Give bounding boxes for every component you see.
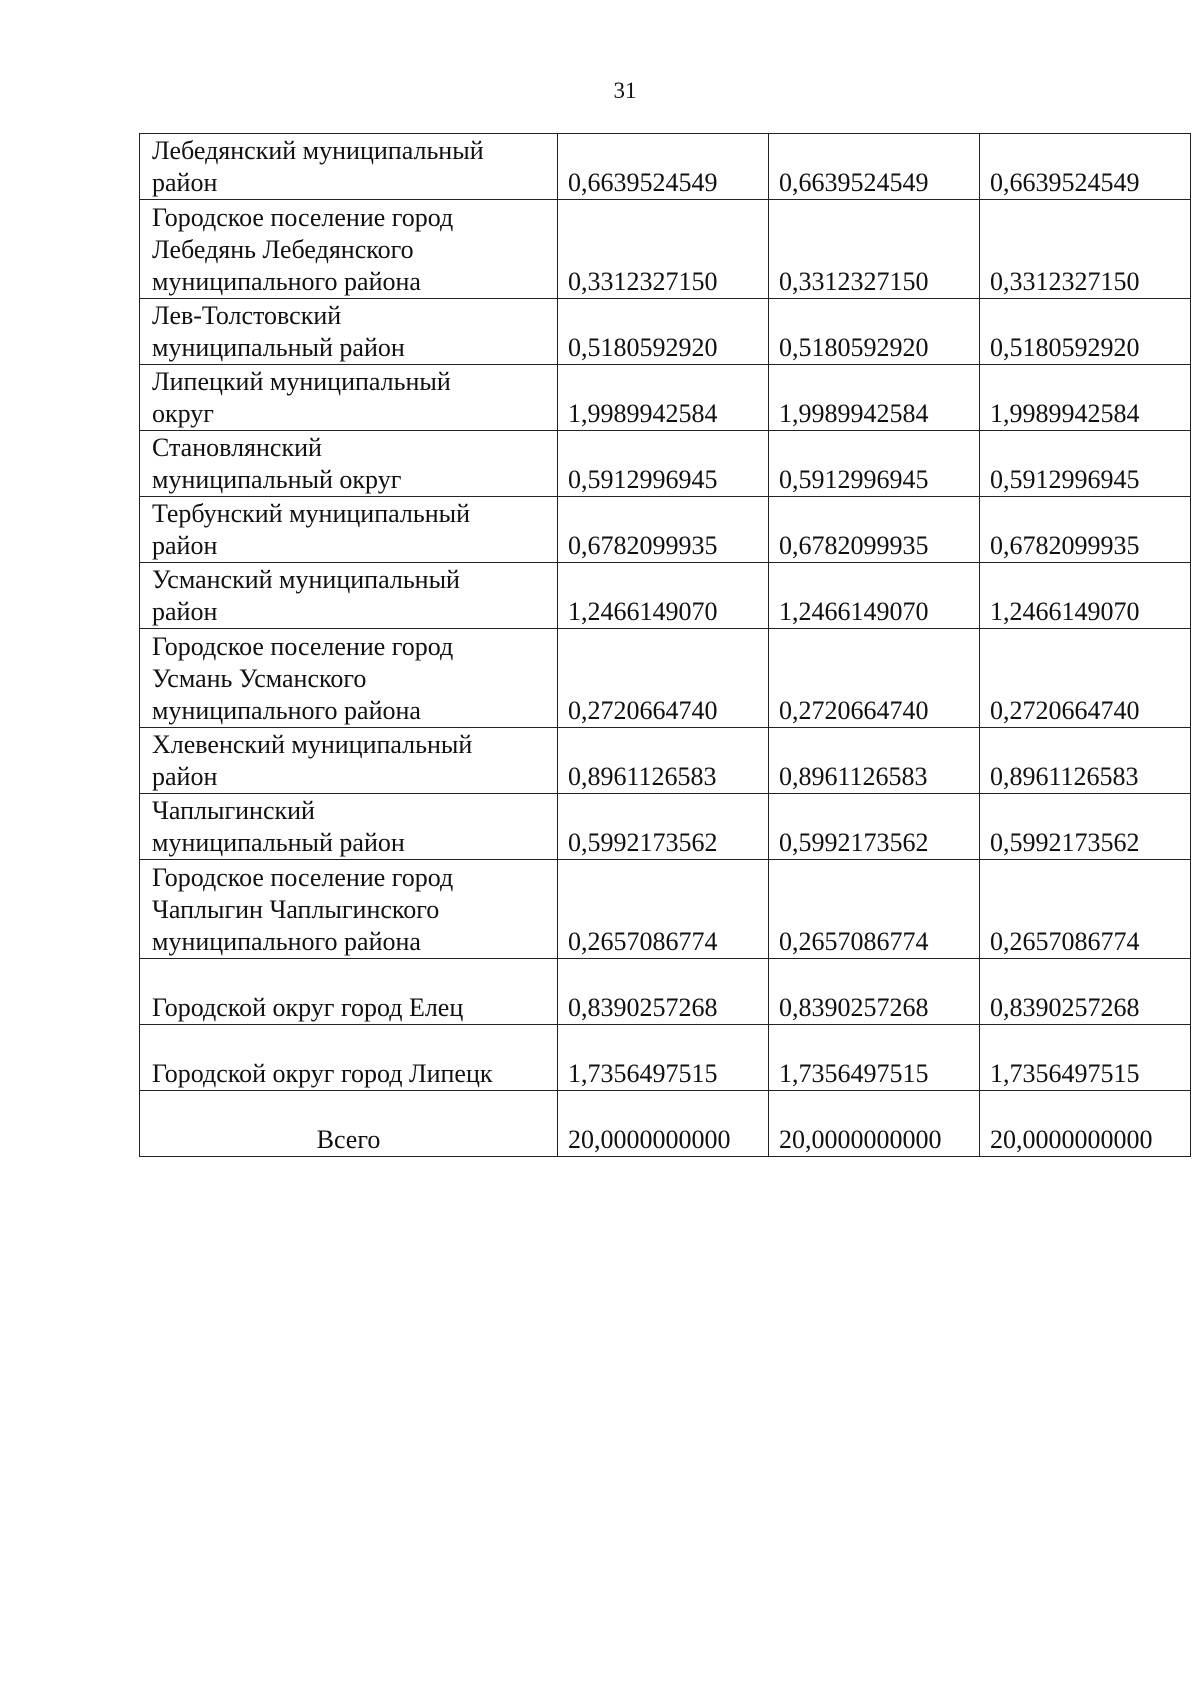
municipality-name-line: Чаплыгинский [152, 796, 315, 825]
value-cell: 0,2720664740 [980, 629, 1191, 728]
municipality-name-line: Лев-Толстовский [152, 301, 342, 330]
municipality-name-line: Усмань Усманского [152, 664, 367, 693]
municipality-name-line: Усманский муниципальный [152, 565, 460, 594]
municipality-name-line: район [152, 597, 218, 626]
table-row [140, 563, 1191, 629]
municipality-name-line: муниципальный район [152, 828, 405, 857]
value-cell: 1,9989942584 [980, 365, 1191, 431]
municipality-name-cell [140, 365, 558, 431]
table-row [140, 629, 1191, 728]
municipality-name-line: Городское поселение город [152, 632, 454, 661]
value-cell: 0,5180592920 [769, 299, 980, 365]
table-row [140, 728, 1191, 794]
value-cell: 0,3312327150 [980, 200, 1191, 299]
municipality-name-line: район [152, 531, 218, 560]
total-value-cell: 20,0000000000 [980, 1091, 1191, 1157]
municipality-name-line: Лебедянь Лебедянского [152, 235, 414, 264]
value-cell: 0,5912996945 [980, 431, 1191, 497]
municipality-name-cell [140, 497, 558, 563]
allocation-table [139, 133, 1191, 1157]
municipality-name-cell [140, 959, 558, 1025]
municipality-name-cell [140, 860, 558, 959]
municipality-name-cell [140, 134, 558, 200]
value-cell: 0,6782099935 [980, 497, 1191, 563]
table-body [140, 134, 1191, 1157]
value-cell: 1,7356497515 [980, 1025, 1191, 1091]
municipality-name-line: округ [152, 399, 214, 428]
value-cell: 0,5992173562 [769, 794, 980, 860]
municipality-name-cell [140, 629, 558, 728]
table-row [140, 497, 1191, 563]
value-cell: 0,5912996945 [769, 431, 980, 497]
table-row [140, 1025, 1191, 1091]
municipality-name-line: муниципальный округ [152, 465, 402, 494]
total-label: Всего [140, 1091, 558, 1157]
municipality-name-line: муниципального района [152, 696, 421, 725]
total-value-cell: 20,0000000000 [769, 1091, 980, 1157]
municipality-name-line: Городское поселение город [152, 203, 454, 232]
value-cell: 0,6782099935 [769, 497, 980, 563]
table-row [140, 794, 1191, 860]
value-cell: 0,6782099935 [558, 497, 769, 563]
value-cell: 1,7356497515 [558, 1025, 769, 1091]
table-row [140, 200, 1191, 299]
value-cell: 0,8961126583 [769, 728, 980, 794]
value-cell: 0,5180592920 [980, 299, 1191, 365]
table-row [140, 299, 1191, 365]
value-cell: 0,3312327150 [769, 200, 980, 299]
value-cell: 1,2466149070 [980, 563, 1191, 629]
value-cell: 0,8390257268 [980, 959, 1191, 1025]
municipality-name-cell [140, 431, 558, 497]
municipality-name-line: муниципального района [152, 267, 421, 296]
municipality-name-cell [140, 299, 558, 365]
value-cell: 0,2657086774 [980, 860, 1191, 959]
table-row [140, 365, 1191, 431]
value-cell: 0,8390257268 [769, 959, 980, 1025]
value-cell: 0,5180592920 [558, 299, 769, 365]
value-cell: 0,2720664740 [769, 629, 980, 728]
value-cell: 1,2466149070 [769, 563, 980, 629]
municipality-name-cell [140, 563, 558, 629]
value-cell: 1,9989942584 [769, 365, 980, 431]
value-cell: 0,6639524549 [558, 134, 769, 200]
municipality-name-line: Городской округ город Елец [152, 993, 464, 1022]
value-cell: 0,3312327150 [558, 200, 769, 299]
total-row [140, 1091, 1191, 1157]
municipality-name-cell [140, 1025, 558, 1091]
table-row [140, 431, 1191, 497]
municipality-name-line: Тербунский муниципальный [152, 499, 471, 528]
table-row [140, 134, 1191, 200]
value-cell: 0,2720664740 [558, 629, 769, 728]
municipality-name-cell [140, 794, 558, 860]
municipality-name-cell [140, 728, 558, 794]
value-cell: 0,6639524549 [769, 134, 980, 200]
municipality-name-line: Городское поселение город [152, 863, 454, 892]
municipality-name-line: Городской округ город Липецк [152, 1059, 493, 1088]
municipality-name-line: район [152, 168, 218, 197]
municipality-name-line: Лебедянский муниципальный [152, 136, 484, 165]
value-cell: 0,5992173562 [558, 794, 769, 860]
table-row [140, 959, 1191, 1025]
value-cell: 0,2657086774 [769, 860, 980, 959]
municipality-name-line: Хлевенский муниципальный [152, 730, 473, 759]
value-cell: 1,7356497515 [769, 1025, 980, 1091]
value-cell: 0,6639524549 [980, 134, 1191, 200]
value-cell: 0,8961126583 [980, 728, 1191, 794]
value-cell: 0,5992173562 [980, 794, 1191, 860]
municipality-name-cell [140, 200, 558, 299]
value-cell: 0,5912996945 [558, 431, 769, 497]
municipality-name-line: Чаплыгин Чаплыгинского [152, 895, 440, 924]
total-value-cell: 20,0000000000 [558, 1091, 769, 1157]
table-row [140, 860, 1191, 959]
value-cell: 0,2657086774 [558, 860, 769, 959]
value-cell: 0,8961126583 [558, 728, 769, 794]
value-cell: 1,9989942584 [558, 365, 769, 431]
value-cell: 0,8390257268 [558, 959, 769, 1025]
municipality-name-line: Липецкий муниципальный [152, 367, 451, 396]
municipality-name-line: муниципального района [152, 927, 421, 956]
page-number: 31 [613, 78, 637, 103]
municipality-name-line: район [152, 762, 218, 791]
municipality-name-line: муниципальный район [152, 333, 405, 362]
municipality-name-line: Становлянский [152, 433, 322, 462]
value-cell: 1,2466149070 [558, 563, 769, 629]
